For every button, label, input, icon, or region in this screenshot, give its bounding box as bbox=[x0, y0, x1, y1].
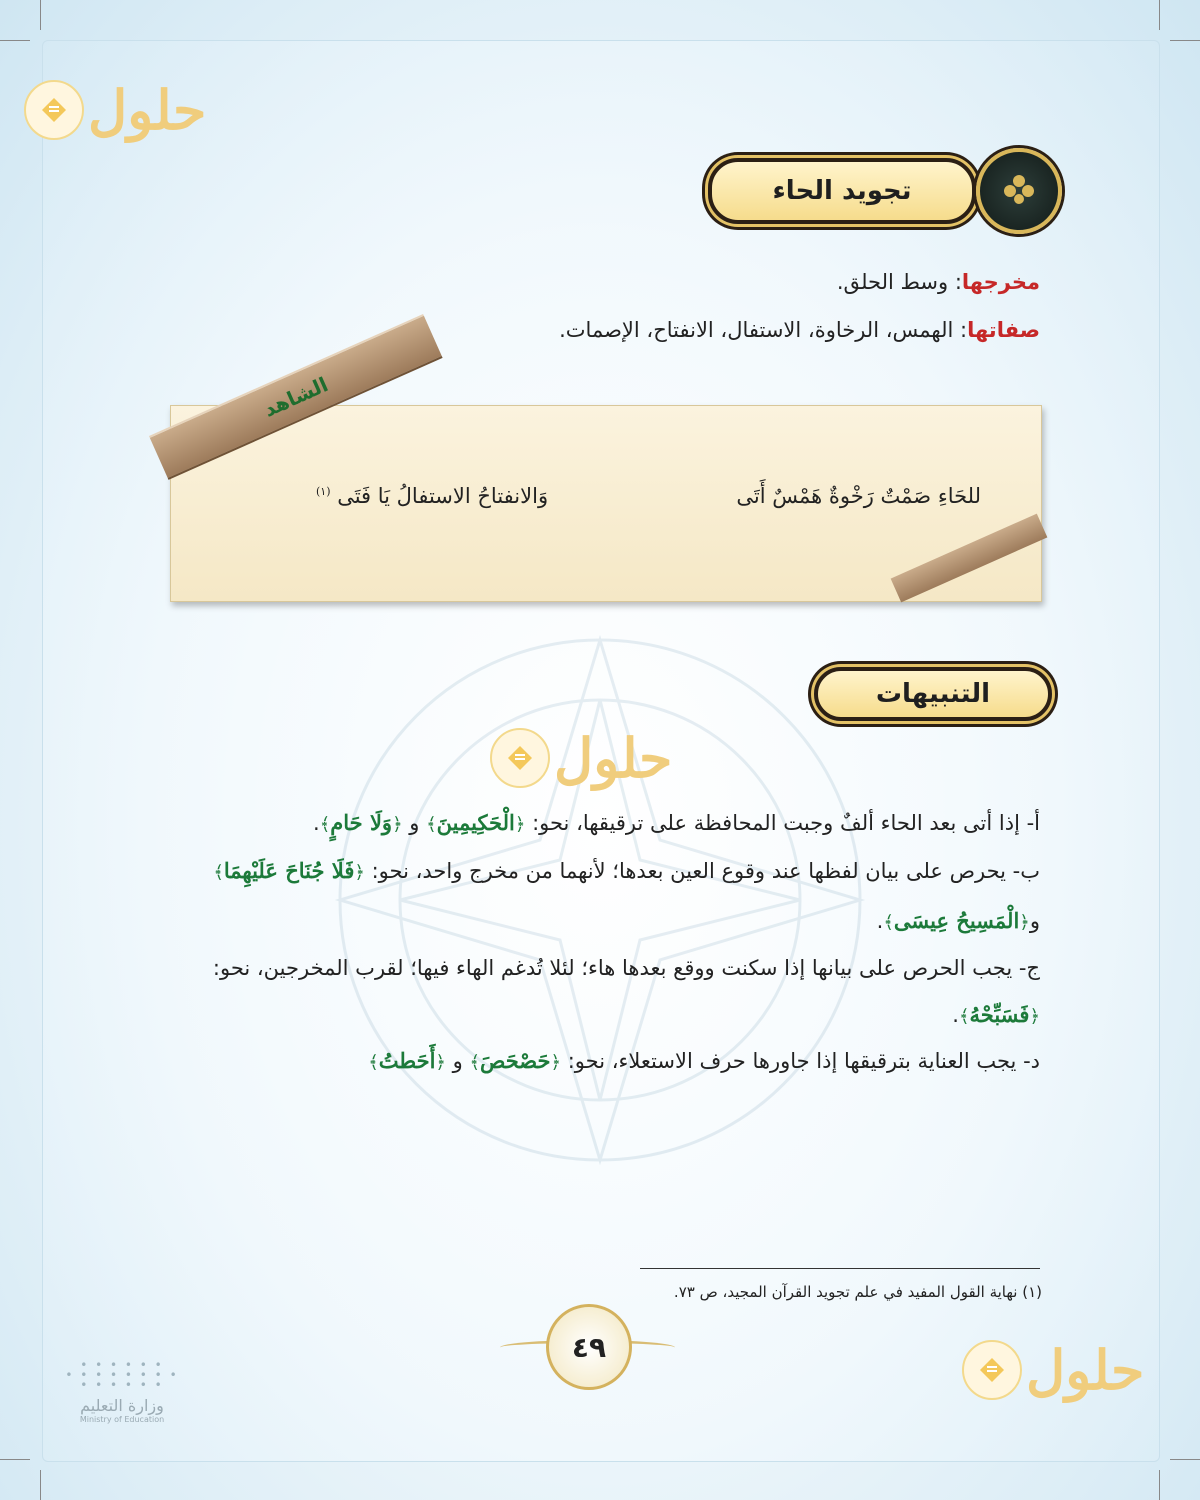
conjunction: و bbox=[445, 1049, 470, 1073]
note-a bbox=[313, 810, 1040, 835]
verse-left-line bbox=[316, 484, 548, 508]
crop-mark bbox=[1170, 1459, 1200, 1460]
quran-bracket-icon: ﴾ bbox=[368, 1052, 379, 1073]
quran-bracket-icon: ﴾ bbox=[213, 862, 224, 883]
quran-bracket-icon: ﴿ bbox=[392, 814, 403, 835]
note-b-text: ب- يحرص على بيان لفظها عند وقوع العين بعدها؛ لأنهما من مخرج واحد، نحو: bbox=[364, 859, 1040, 883]
quran-word: أَحَطتُ bbox=[378, 1048, 436, 1073]
watermark-logo bbox=[24, 78, 206, 142]
quran-word: حَصْحَصَ bbox=[480, 1048, 551, 1073]
footnote-rule bbox=[640, 1268, 1040, 1269]
sifat-label: صفاتها bbox=[967, 318, 1040, 342]
quran-bracket-icon: ﴿ bbox=[435, 1052, 446, 1073]
crop-mark bbox=[40, 0, 41, 30]
quran-bracket-icon: ﴿ bbox=[550, 1052, 562, 1073]
quran-bracket-icon: ﴿ bbox=[1029, 1006, 1040, 1027]
book-icon bbox=[24, 80, 84, 140]
quran-word: فَلَا جُنَاحَ عَلَيْهِمَا bbox=[223, 858, 355, 883]
crop-mark bbox=[40, 1470, 41, 1500]
note-d-text: د- يجب العناية بترقيقها إذا جاورها حرف الاستعلاء، نحو: bbox=[561, 1049, 1040, 1073]
quran-bracket-icon: ﴿ bbox=[1019, 912, 1030, 933]
punctuation: . bbox=[952, 1003, 959, 1027]
ministry-logo bbox=[62, 1360, 182, 1424]
note-c-text: ج- يجب الحرص على بيانها إذا سكنت ووقع بعدها هاء؛ لئلا تُدغم الهاء فيها؛ لقرب المخرجين، نحو: bbox=[212, 956, 1040, 980]
punctuation: . bbox=[876, 909, 884, 933]
ministry-sub: Ministry of Education bbox=[79, 1415, 165, 1424]
ribbon-tail bbox=[891, 514, 1048, 603]
note-b bbox=[213, 858, 1040, 883]
crop-mark bbox=[0, 40, 30, 41]
page-title: تجويد الحاء bbox=[708, 158, 976, 224]
note-a-text: أ- إذا أتى بعد الحاء ألفٌ وجبت المحافظة على ترقيقها، نحو: bbox=[525, 811, 1040, 835]
watermark-logo bbox=[962, 1338, 1144, 1402]
quran-bracket-icon: ﴾ bbox=[469, 1052, 481, 1073]
sifat-text: : الهمس، الرخاوة، الاستفال، الانفتاح، الإصمات. bbox=[559, 318, 968, 342]
watermark-text: حلول bbox=[88, 78, 207, 142]
verse-right: للحَاءِ صَمْتٌ رَخْوةٌ هَمْسٌ أَتَى bbox=[736, 484, 981, 508]
quran-bracket-icon: ﴾ bbox=[319, 814, 331, 835]
quran-bracket-icon: ﴾ bbox=[958, 1006, 970, 1027]
flower-icon bbox=[976, 148, 1062, 234]
conjunction: و bbox=[402, 811, 427, 835]
note-c bbox=[213, 956, 1040, 980]
logo-dots-icon: • • • • • • • • • • • • • • • • • • • • bbox=[65, 1358, 179, 1392]
makhraj-label: مخرجها bbox=[961, 270, 1040, 294]
crop-mark bbox=[0, 1459, 30, 1460]
quran-word: الْمَسِيحُ عِيسَى bbox=[893, 908, 1020, 933]
crop-mark bbox=[1159, 1470, 1160, 1500]
quran-bracket-icon: ﴿ bbox=[514, 814, 526, 835]
note-b-cont bbox=[877, 908, 1040, 933]
section-title-badge bbox=[708, 148, 1052, 234]
crop-mark bbox=[1159, 0, 1160, 30]
watermark-text: حلول bbox=[1026, 1338, 1145, 1402]
footnote: (١) نهاية القول المفيد في علم تجويد القرآن المجيد، ص ٧٣. bbox=[673, 1283, 1042, 1301]
watermark-logo bbox=[490, 726, 672, 790]
footnote-ref: (١) bbox=[316, 485, 331, 498]
punctuation: . bbox=[313, 811, 320, 835]
ministry-name: وزارة التعليم bbox=[80, 1396, 164, 1415]
quran-bracket-icon: ﴾ bbox=[426, 814, 437, 835]
quran-word: وَلَا حَامٍ bbox=[330, 810, 393, 835]
book-icon bbox=[962, 1340, 1022, 1400]
crop-mark bbox=[1170, 40, 1200, 41]
makhraj-line bbox=[837, 270, 1040, 294]
note-d bbox=[368, 1048, 1040, 1073]
evidence-label: الشاهد bbox=[260, 372, 332, 422]
quran-bracket-icon: ﴿ bbox=[354, 862, 365, 883]
watermark-text: حلول bbox=[554, 726, 673, 790]
quran-word: الْحَكِيمِينَ bbox=[436, 810, 515, 835]
conjunction: و bbox=[1029, 909, 1040, 933]
sifat-line bbox=[559, 318, 1040, 342]
notes-title: التنبيهات bbox=[814, 667, 1052, 721]
evidence-card bbox=[170, 372, 1042, 602]
book-icon bbox=[490, 728, 550, 788]
quran-word: فَسَبِّحْهُ bbox=[969, 1002, 1030, 1027]
quran-bracket-icon: ﴾ bbox=[883, 912, 894, 933]
notes-title-badge bbox=[814, 667, 1052, 721]
page-number: ٤٩ bbox=[546, 1304, 632, 1390]
verse-left: وَالانفتاحُ الاستفالُ يَا فَتَى bbox=[337, 484, 549, 508]
makhraj-text: : وسط الحلق. bbox=[836, 270, 962, 294]
background-ornament bbox=[300, 600, 900, 1200]
note-c-cont bbox=[952, 1002, 1040, 1027]
